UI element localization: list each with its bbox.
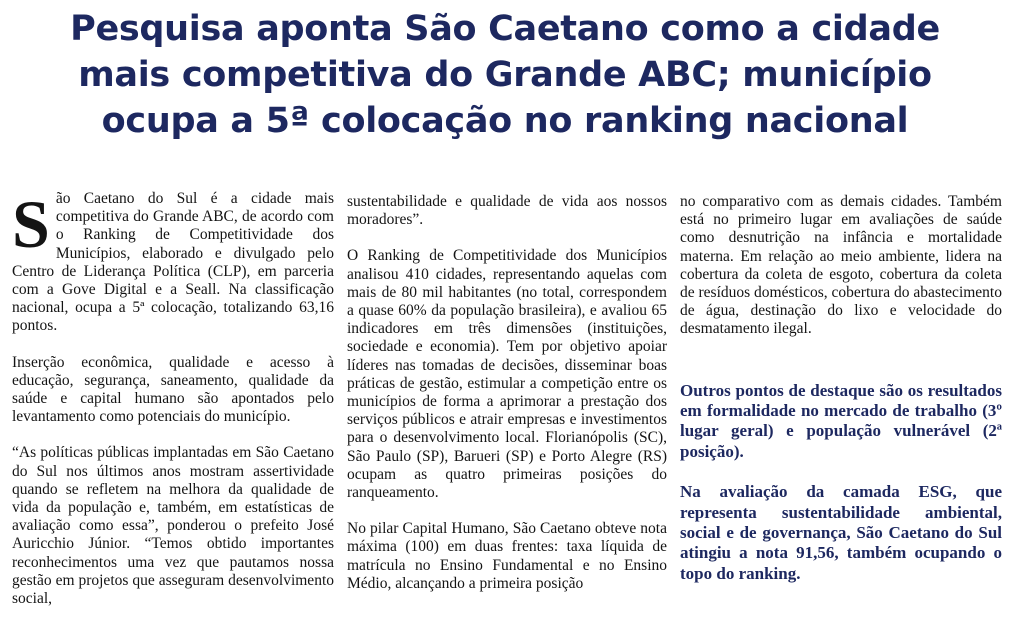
highlight-labor-market: Outros pontos de destaque são os resultados em formalidade no mercado de trabalho (3º lugar geral) e população vulnerável (2ª posição). bbox=[680, 380, 1002, 461]
headline-line-1: Pesquisa aponta São Caetano como a cidade bbox=[70, 9, 940, 49]
highlight-esg: Na avaliação da camada ESG, que representa sustentabilidade ambiental, social e de governança, São Caetano do Sul atingiu a nota 91,56, também ocupando o topo do ranking. bbox=[680, 482, 1002, 583]
paragraph-quote-end: sustentabilidade e qualidade de vida aos nossos moradores”. bbox=[347, 193, 667, 229]
headline bbox=[0, 6, 1010, 144]
paragraph-health-environment: no comparativo com as demais cidades. Também está no primeiro lugar em avaliações de saúde como desnutrição na infância e mortalidade materna. Em relação ao meio ambiente, lidera na cobertura da coleta de esgoto, cobertura da coleta de resíduos domésticos, cobertura do abastecimento de água, destinação do lixo e velocidade do desmatamento ilegal. bbox=[680, 193, 1002, 338]
article-column-1 bbox=[12, 190, 334, 622]
highlight-box bbox=[680, 381, 1002, 585]
paragraph-mayor-quote: “As políticas públicas implantadas em São Caetano do Sul nos últimos anos mostram assertividade quando se refletem na melhora da qualidade de vida da população e, também, em estatísticas de avaliação como essa”, ponderou o prefeito José Auricchio Júnior. “Temos obtido importantes reconhecimentos uma vez que pautamos nossa gestão em projetos que asseguram desenvolvimento social, bbox=[12, 444, 334, 608]
paragraph-human-capital: No pilar Capital Humano, São Caetano obteve nota máxima (100) em duas frentes: taxa líquida de matrícula no Ensino Fundamental e no Ensino Médio, alcançando a primeira posição bbox=[347, 520, 667, 592]
paragraph-potentials: Inserção econômica, qualidade e acesso à educação, segurança, saneamento, qualidade da saúde e capital humano são apontados pelo levantamento como potenciais do município. bbox=[12, 353, 334, 426]
article-column-3 bbox=[680, 193, 1002, 625]
article-column-2 bbox=[347, 193, 667, 625]
lead-paragraph-text: ão Caetano do Sul é a cidade mais competitiva do Grande ABC, de acordo com o Ranking de Competitividade dos Municípios, elaborado e divulgado pelo Centro de Liderança Política (CLP), em parceria com a Gove Digital e a Seall. Na classificação nacional, ocupa a 5ª colocação, totalizando 63,16 pontos. bbox=[12, 190, 334, 335]
headline-line-2: mais competitiva do Grande ABC; município bbox=[78, 55, 932, 95]
drop-cap: S bbox=[12, 190, 50, 262]
headline-line-3: ocupa a 5ª colocação no ranking nacional bbox=[101, 101, 909, 141]
paragraph-ranking-method: O Ranking de Competitividade dos Municípios analisou 410 cidades, representando aquelas com mais de 80 mil habitantes (no total, correspondem a quase 60% da população brasileira), e avaliou 65 indicadores em três dimensões (instituições, sociedade e economia). Tem por objetivo apoiar líderes nas tomadas de decisões, disseminar boas práticas de gestão, estimular a competição entre os municípios de forma a aprimorar a prestação dos serviços públicos e atrair empresas e investimentos para o desenvolvimento local. Florianópolis (SC), São Paulo (SP), Barueri (SP) e Porto Alegre (RS) ocupam as quatro primeiras posições do ranqueamento. bbox=[347, 247, 667, 502]
lead-paragraph bbox=[12, 190, 334, 336]
